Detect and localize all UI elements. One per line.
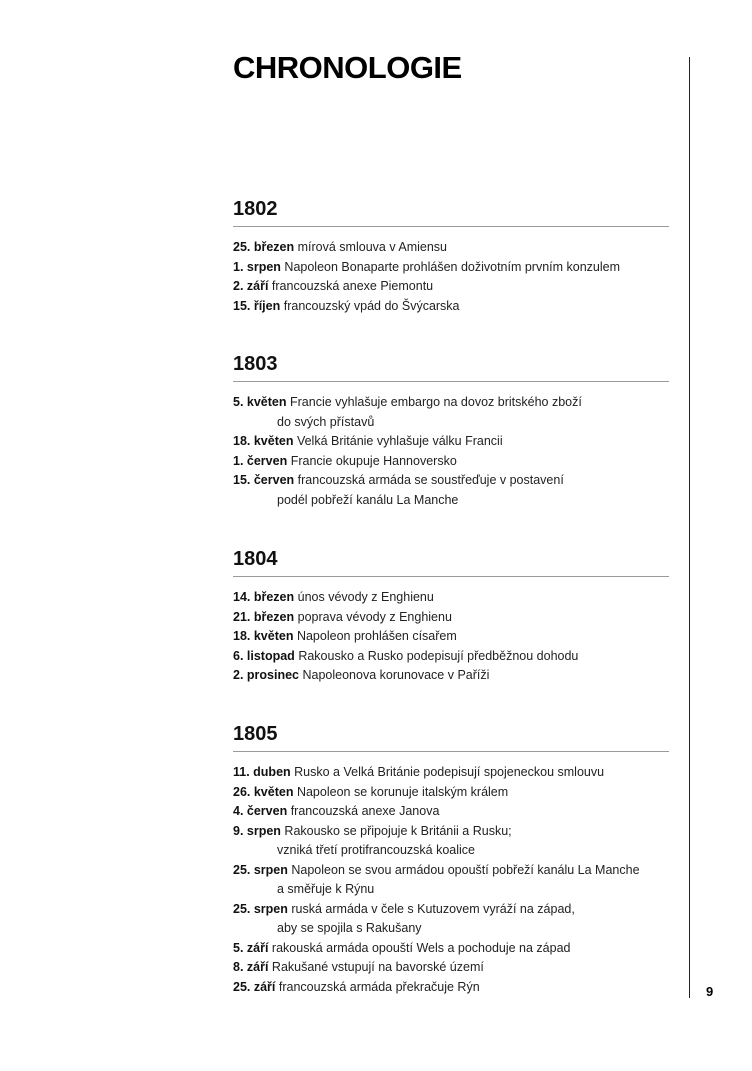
event-date: 9. srpen — [233, 823, 281, 838]
event-date: 5. květen — [233, 395, 287, 409]
year-heading: 1803 — [233, 353, 669, 382]
event-description-continuation: vzniká třetí protifrancouzská koalice — [277, 843, 476, 857]
event-description: Napoleonova korunovace v Paříži — [302, 668, 490, 682]
event-date: 26. květen — [233, 784, 294, 799]
event-date: 25. březen — [233, 240, 295, 254]
event-description: Napoleon Bonaparte prohlášen doživotním prvním konzulem — [284, 259, 621, 274]
event-item — [233, 958, 669, 978]
event-item — [233, 666, 669, 686]
event-date: 21. březen — [233, 609, 295, 624]
event-description: francouzská anexe Janova — [290, 804, 440, 818]
event-item — [233, 452, 669, 472]
event-item — [233, 258, 669, 278]
event-date: 6. listopad — [233, 648, 295, 663]
event-item — [233, 978, 669, 998]
event-description: mírová smlouva v Amiensu — [297, 240, 447, 254]
event-item — [233, 297, 669, 317]
event-description: Napoleon se korunuje italským králem — [296, 784, 509, 799]
event-date: 25. září — [233, 979, 276, 994]
year-heading: 1802 — [233, 198, 669, 227]
event-item — [233, 861, 669, 900]
event-date: 14. březen — [233, 590, 295, 604]
event-item — [233, 783, 669, 803]
event-date: 5. září — [233, 940, 269, 955]
event-date: 18. květen — [233, 629, 294, 643]
page-number: 9 — [706, 984, 714, 999]
year-heading: 1804 — [233, 548, 669, 577]
event-description-continuation: a směřuje k Rýnu — [277, 882, 375, 896]
event-description: Francie vyhlašuje embargo na dovoz britského zboží — [290, 395, 582, 409]
event-item — [233, 647, 669, 667]
event-item — [233, 432, 669, 452]
event-date: 25. srpen — [233, 901, 288, 916]
year-section-1805 — [233, 723, 669, 997]
event-description: francouzský vpád do Švýcarska — [283, 298, 460, 313]
event-item — [233, 393, 669, 432]
event-date: 4. červen — [233, 804, 288, 818]
event-item — [233, 627, 669, 647]
event-item — [233, 608, 669, 628]
event-date: 11. duben — [233, 765, 291, 779]
event-date: 25. srpen — [233, 862, 288, 877]
event-date: 2. prosinec — [233, 668, 299, 682]
event-item — [233, 822, 669, 861]
year-section-1804 — [233, 548, 669, 686]
event-date: 18. květen — [233, 434, 294, 448]
event-description: Rakušané vstupují na bavorské území — [271, 960, 484, 974]
page-title: CHRONOLOGIE — [233, 50, 462, 85]
event-description: rakouská armáda opouští Wels a pochoduje na západ — [271, 940, 571, 955]
year-heading: 1805 — [233, 723, 669, 752]
year-section-1803 — [233, 353, 669, 510]
event-item — [233, 900, 669, 939]
event-item — [233, 763, 669, 783]
vertical-divider — [689, 57, 690, 998]
event-item — [233, 802, 669, 822]
event-description: Rakousko se připojuje k Británii a Rusku; — [284, 823, 512, 838]
event-description-continuation: aby se spojila s Rakušany — [277, 921, 422, 935]
event-item — [233, 588, 669, 608]
event-item — [233, 238, 669, 258]
event-description: ruská armáda v čele s Kutuzovem vyráží na západ, — [291, 901, 575, 916]
event-description: Velká Británie vyhlašuje válku Francii — [296, 434, 503, 448]
event-date: 8. září — [233, 960, 269, 974]
event-date: 1. červen — [233, 453, 288, 468]
event-item — [233, 277, 669, 297]
event-description: Napoleon se svou armádou opouští pobřeží kanálu La Manche — [291, 862, 640, 877]
event-description: francouzská armáda překračuje Rýn — [278, 979, 480, 994]
event-description: Rakousko a Rusko podepisují předběžnou dohodu — [298, 648, 579, 663]
event-description: poprava vévody z Enghienu — [297, 609, 452, 624]
event-date: 15. říjen — [233, 298, 281, 313]
event-description: francouzská armáda se soustřeďuje v postavení — [297, 473, 564, 487]
event-description: Rusko a Velká Británie podepisují spojeneckou smlouvu — [294, 765, 605, 779]
event-description-continuation: podél pobřeží kanálu La Manche — [277, 492, 459, 507]
event-description-continuation: do svých přístavů — [277, 414, 375, 429]
year-section-1802 — [233, 198, 669, 316]
event-description: Napoleon prohlášen císařem — [296, 629, 457, 643]
event-item — [233, 471, 669, 510]
event-description: únos vévody z Enghienu — [297, 590, 434, 604]
event-date: 15. červen — [233, 473, 295, 487]
event-item — [233, 939, 669, 959]
event-date: 2. září — [233, 279, 269, 293]
event-description: francouzská anexe Piemontu — [271, 279, 434, 293]
event-date: 1. srpen — [233, 259, 281, 274]
event-description: Francie okupuje Hannoversko — [290, 453, 457, 468]
